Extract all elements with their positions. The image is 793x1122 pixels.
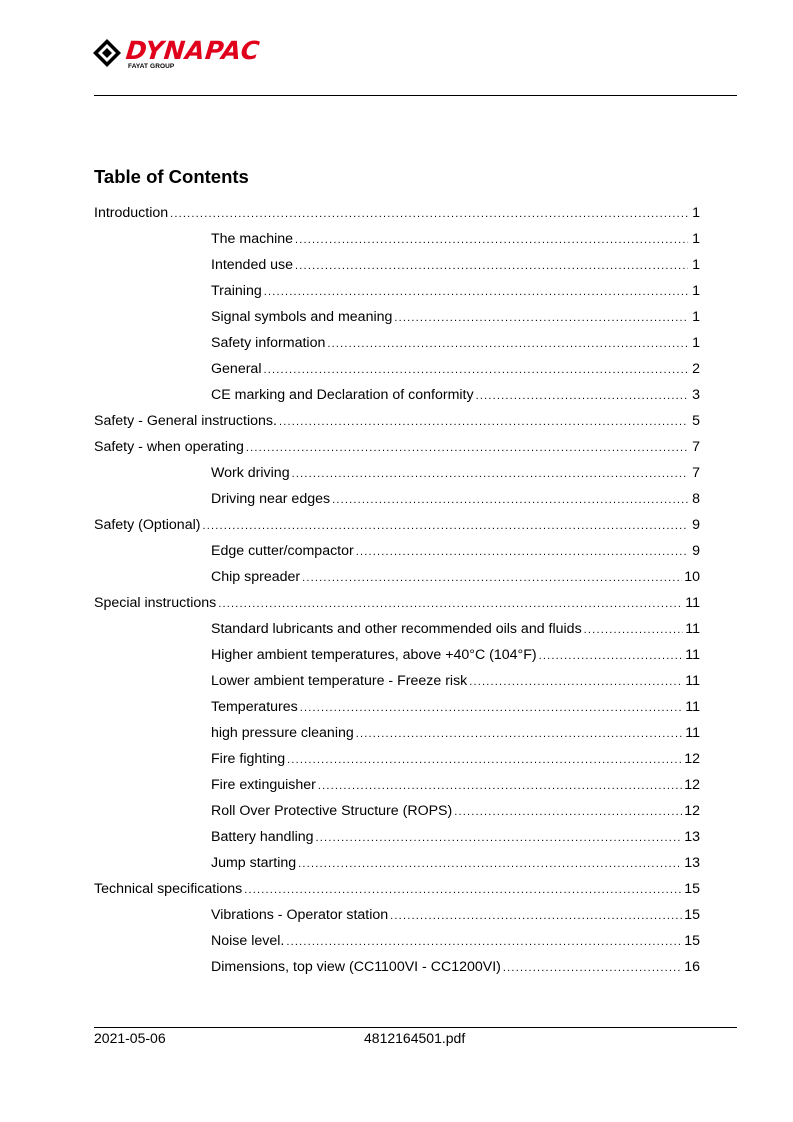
toc-entry-label: CE marking and Declaration of conformity [211,387,474,403]
toc-entry[interactable] [94,307,700,333]
toc-entry[interactable] [94,931,700,957]
toc-entry[interactable] [94,853,700,879]
toc-entry-label: Higher ambient temperatures, above +40°C (104°F) [211,647,537,663]
toc-dot-leader [286,932,682,952]
toc-entry-label: The machine [211,231,294,247]
brand-header [92,36,342,76]
toc-dot-leader [246,438,688,458]
toc-entry-label: Safety information [211,335,326,351]
toc-entry-page-number: 1 [692,283,700,299]
toc-dot-leader [302,568,682,588]
toc-entry[interactable] [94,697,700,723]
toc-entry-page-number: 11 [685,725,700,741]
toc-entry[interactable] [94,775,700,801]
toc-entry-label: Standard lubricants and other recommended oils and fluids [211,621,582,637]
toc-entry[interactable] [94,905,700,931]
toc-dot-leader [327,334,688,354]
toc-entry-page-number: 9 [692,517,700,533]
toc-entry[interactable] [94,203,700,229]
toc-dot-leader [292,464,688,484]
toc-dot-leader [244,880,682,900]
toc-entry[interactable] [94,827,700,853]
toc-entry-label: Signal symbols and meaning [211,309,393,325]
toc-entry-page-number: 15 [684,907,700,923]
toc-entry-label: Training [211,283,262,299]
toc-dot-leader [539,646,684,666]
toc-entry-page-number: 12 [684,803,700,819]
toc-dot-leader [218,594,683,614]
toc-entry-label: Jump starting [211,855,297,871]
toc-entry-page-number: 1 [692,335,700,351]
toc-dot-leader [300,698,684,718]
toc-entry-label: Technical specifications [94,881,243,897]
toc-dot-leader [454,802,682,822]
table-of-contents [94,203,700,983]
toc-dot-leader [202,516,688,536]
toc-entry[interactable] [94,333,700,359]
toc-entry-page-number: 7 [692,465,700,481]
toc-entry[interactable] [94,281,700,307]
toc-entry-page-number: 1 [692,205,700,221]
toc-entry-label: Vibrations - Operator station [211,907,389,923]
toc-entry-label: Edge cutter/compactor [211,543,354,559]
toc-dot-leader [264,282,688,302]
header-divider [94,95,737,96]
toc-dot-leader [170,204,688,224]
toc-dot-leader [295,256,688,276]
toc-entry[interactable] [94,229,700,255]
toc-entry[interactable] [94,359,700,385]
toc-entry-page-number: 1 [692,257,700,273]
toc-entry-page-number: 16 [684,959,700,975]
toc-entry[interactable] [94,255,700,281]
toc-entry-label: Intended use [211,257,294,273]
toc-dot-leader [298,854,682,874]
toc-entry[interactable] [94,645,700,671]
toc-entry[interactable] [94,463,700,489]
toc-entry-page-number: 11 [685,647,700,663]
toc-entry-label: Safety - General instructions. [94,413,277,429]
toc-entry-label: Driving near edges [211,491,331,507]
toc-entry[interactable] [94,437,700,463]
toc-entry-page-number: 11 [685,595,700,611]
brand-subtitle: FAYAT GROUP [128,63,175,70]
toc-entry-page-number: 13 [684,855,700,871]
toc-entry-page-number: 11 [685,699,700,715]
toc-entry[interactable] [94,567,700,593]
toc-entry[interactable] [94,411,700,437]
toc-dot-leader [356,724,684,744]
toc-entry-page-number: 5 [692,413,700,429]
toc-entry-label: Noise level. [211,933,285,949]
toc-entry-label: Roll Over Protective Structure (ROPS) [211,803,453,819]
toc-dot-leader [279,412,688,432]
toc-entry-page-number: 2 [692,361,700,377]
toc-dot-leader [503,958,682,978]
toc-entry[interactable] [94,385,700,411]
toc-entry[interactable] [94,957,700,983]
toc-entry[interactable] [94,515,700,541]
brand-wordmark: DYNAPAC [124,36,262,65]
toc-entry-page-number: 11 [685,673,700,689]
toc-entry-label: Battery handling [211,829,314,845]
toc-entry[interactable] [94,723,700,749]
toc-dot-leader [316,828,683,848]
toc-entry-label: Dimensions, top view (CC1100VI - CC1200VI) [211,959,501,975]
footer-divider [94,1027,737,1028]
toc-entry-page-number: 11 [685,621,700,637]
toc-dot-leader [476,386,688,406]
toc-entry-page-number: 8 [692,491,700,507]
toc-entry-page-number: 13 [684,829,700,845]
toc-dot-leader [469,672,683,692]
toc-dot-leader [295,230,688,250]
toc-dot-leader [263,360,688,380]
toc-entry-page-number: 7 [692,439,700,455]
toc-dot-leader [584,620,684,640]
toc-entry-label: Special instructions [94,595,217,611]
toc-entry-label: Temperatures [211,699,298,715]
toc-entry-label: Chip spreader [211,569,301,585]
footer-date: 2021-05-06 [94,1030,166,1046]
toc-dot-leader [390,906,682,926]
toc-entry[interactable] [94,671,700,697]
toc-entry-page-number: 1 [692,309,700,325]
toc-entry-label: Work driving [211,465,290,481]
toc-entry-label: Safety - when operating [94,439,244,455]
toc-entry-page-number: 12 [684,751,700,767]
footer-filename: 4812164501.pdf [364,1030,466,1046]
toc-entry-page-number: 12 [684,777,700,793]
toc-entry[interactable] [94,489,700,515]
toc-entry-label: Fire extinguisher [211,777,316,793]
toc-entry-label: General [211,361,262,377]
toc-dot-leader [318,776,682,796]
toc-entry-page-number: 15 [684,881,700,897]
toc-entry[interactable] [94,749,700,775]
toc-entry[interactable] [94,879,700,905]
toc-entry-label: Lower ambient temperature - Freeze risk [211,673,468,689]
toc-dot-leader [332,490,688,510]
toc-entry-label: Safety (Optional) [94,517,201,533]
toc-entry-page-number: 3 [692,387,700,403]
toc-dot-leader [394,308,688,328]
toc-entry-label: Fire fighting [211,751,286,767]
toc-entry[interactable] [94,619,700,645]
toc-entry-label: Introduction [94,205,169,221]
toc-entry-page-number: 1 [692,231,700,247]
toc-entry[interactable] [94,593,700,619]
dynapac-diamond-logo-icon [92,38,122,68]
toc-entry-page-number: 15 [684,933,700,949]
toc-entry-label: high pressure cleaning [211,725,354,741]
toc-entry[interactable] [94,541,700,567]
toc-entry-page-number: 10 [684,569,700,585]
toc-entry-page-number: 9 [692,543,700,559]
toc-dot-leader [356,542,688,562]
toc-entry[interactable] [94,801,700,827]
toc-dot-leader [287,750,682,770]
page-title: Table of Contents [94,166,249,187]
